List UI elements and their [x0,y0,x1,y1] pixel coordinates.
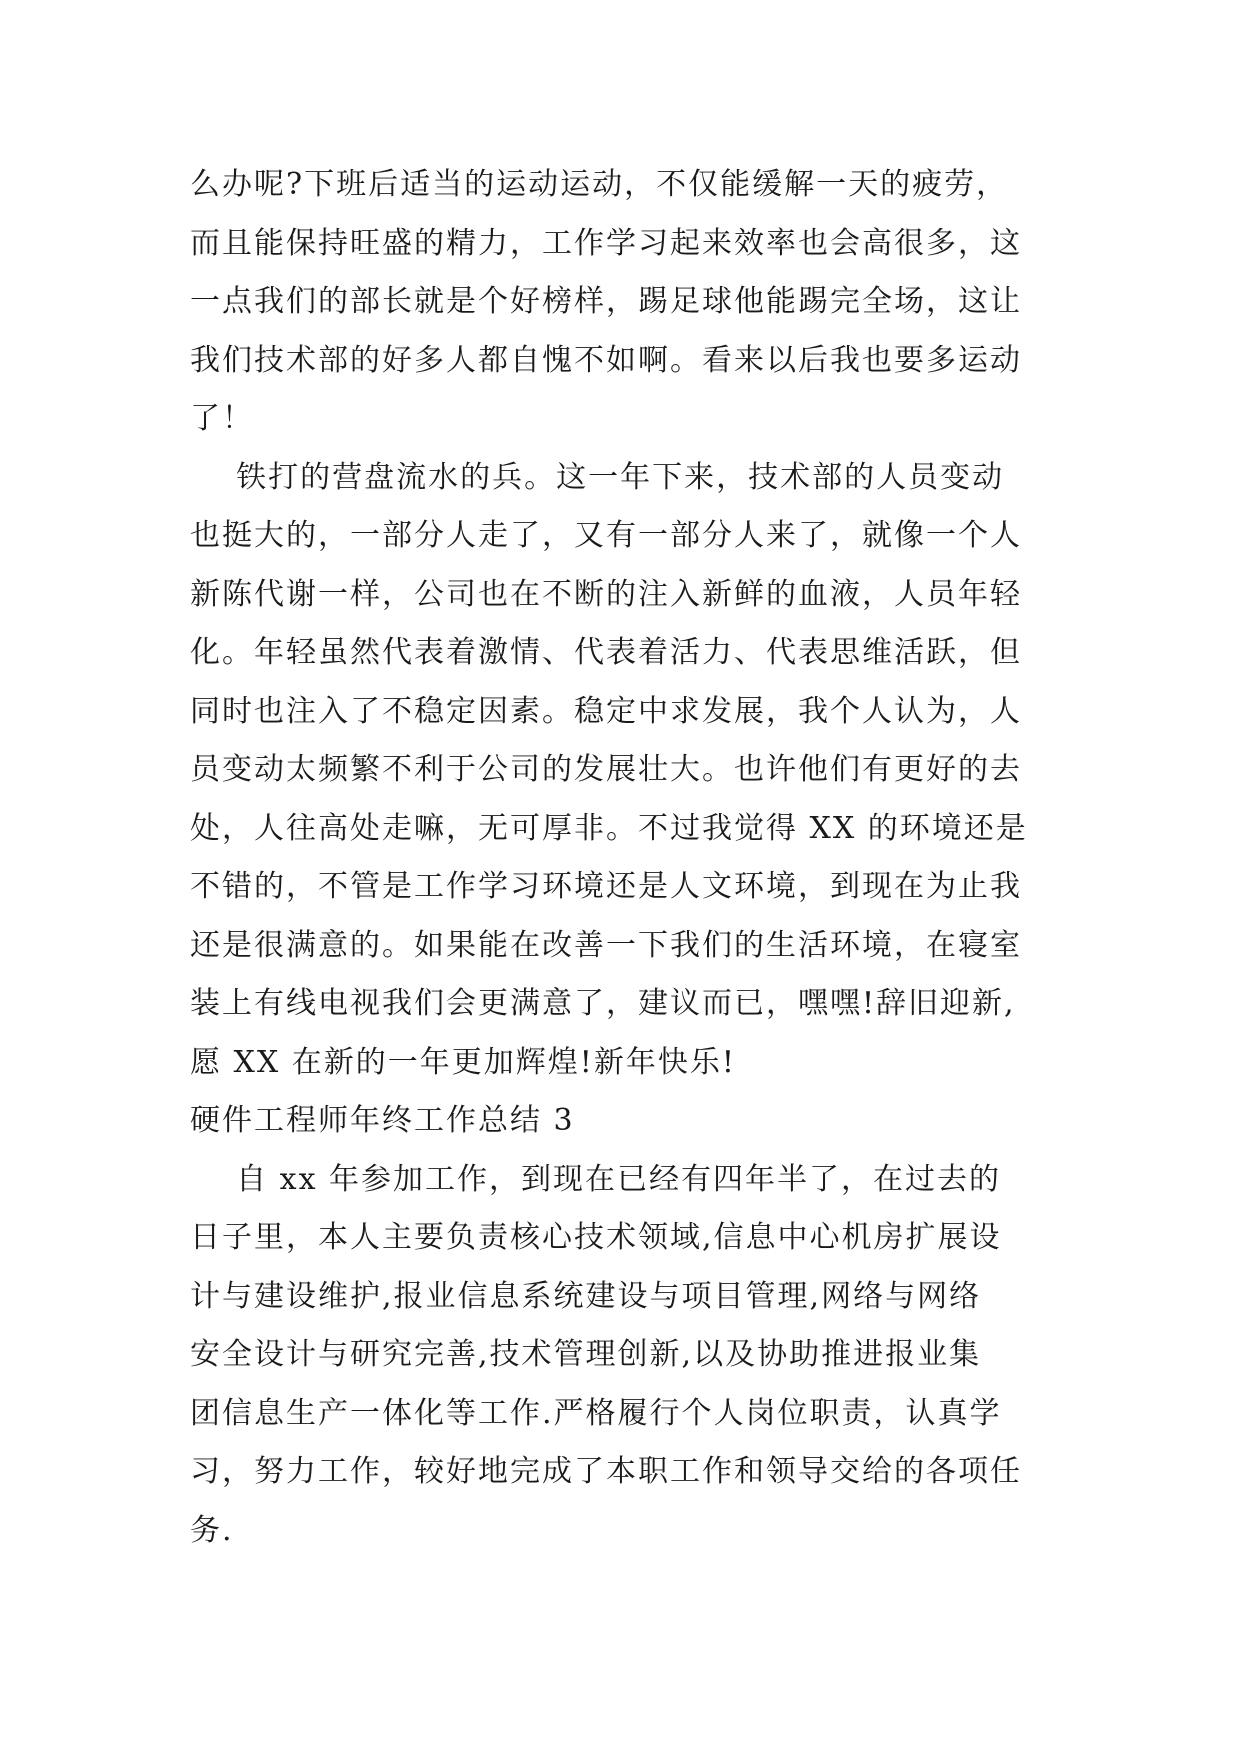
text-line: 计与建设维护,报业信息系统建设与项目管理,网络与网络 [190,1278,982,1314]
text-line: 不错的，不管是工作学习环境还是人文环境，到现在为止我 [190,869,1022,904]
text-line: 化。年轻虽然代表着激情、代表着活力、代表思维活跃，但 [190,635,1022,670]
text-line: 也挺大的，一部分人走了，又有一部分人来了，就像一个人 [190,518,1022,553]
text-line: 处，人往高处走嘛，无可厚非。不过我觉得 XX 的环境还是 [190,810,1028,846]
text-line: 习，努力工作，较好地完成了本职工作和领导交给的各项任 [190,1454,1022,1489]
text-line: 还是很满意的。如果能在改善一下我们的生活环境，在寝室 [190,927,1022,963]
text-line: 铁打的营盘流水的兵。这一年下来，技术部的人员变动 [190,459,1005,495]
text-line: 愿 XX 在新的一年更加辉煌!新年快乐! [190,1044,736,1080]
text-line: 了！ [190,401,254,436]
text-line: 安全设计与研究完善,技术管理创新,以及协助推进报业集 [190,1337,982,1372]
text-line: 员变动太频繁不利于公司的发展壮大。也许他们有更好的去 [190,752,1022,787]
text-line: 团信息生产一体化等工作.严格履行个人岗位职责，认真学 [190,1395,1002,1431]
section-heading: 硬件工程师年终工作总结 3 [190,1103,575,1138]
paragraph-2 [190,449,1052,1093]
text-line: 新陈代谢一样，公司也在不断的注入新鲜的血液，人员年轻 [190,576,1022,612]
text-line: 同时也注入了不稳定因素。稳定中求发展，我个人认为，人 [190,693,1022,729]
text-line: 么办呢?下班后适当的运动运动，不仅能缓解一天的疲劳， [190,167,1009,202]
text-line: 务. [190,1512,234,1548]
paragraph-3 [190,1151,1052,1561]
text-line: 日子里，本人主要负责核心技术领域,信息中心机房扩展设 [190,1220,1002,1255]
paragraph-1 [190,156,1052,449]
text-line: 一点我们的部长就是个好榜样，踢足球他能踢完全场，这让 [190,284,1022,319]
text-line: 而且能保持旺盛的精力，工作学习起来效率也会高很多，这 [190,225,1022,261]
document-page [190,156,1052,1560]
text-line: 我们技术部的好多人都自愧不如啊。看来以后我也要多运动 [190,342,1022,378]
text-line: 装上有线电视我们会更满意了，建议而已，嘿嘿!辞旧迎新, [190,986,1016,1021]
text-line: 自 xx 年参加工作，到现在已经有四年半了，在过去的 [190,1161,1002,1197]
